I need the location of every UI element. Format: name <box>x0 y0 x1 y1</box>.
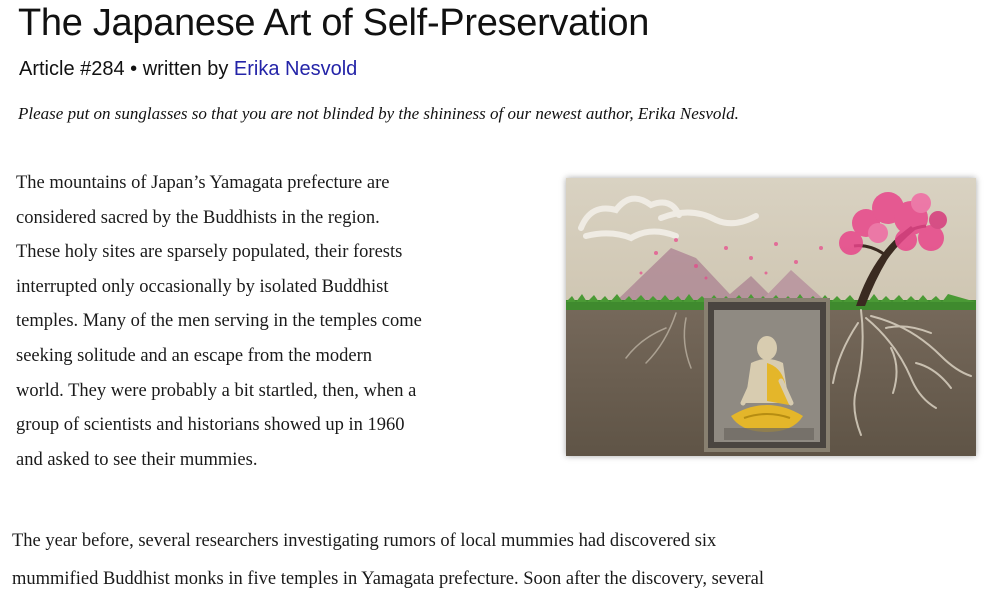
paragraph-line: seeking solitude and an escape from the modern <box>16 345 373 366</box>
article-title: The Japanese Art of Self-Preservation <box>18 2 650 44</box>
paragraph-line: temples. Many of the men serving in the temples come <box>16 311 422 332</box>
paragraph-line: considered sacred by the Buddhists in the region. <box>16 207 380 228</box>
byline-prefix: Article #284 • written by <box>19 58 234 80</box>
byline <box>19 58 357 81</box>
paragraph-line: These holy sites are sparsely populated, their forests <box>16 242 403 263</box>
paragraph-2 <box>12 522 992 598</box>
paragraph-line: The mountains of Japan’s Yamagata prefecture are <box>16 173 390 193</box>
paragraph-line: world. They were probably a bit startled, then, when a <box>16 380 417 401</box>
intro-note: Please put on sunglasses so that you are not blinded by the shininess of our newest author, Erika Nesvold. <box>18 104 739 123</box>
paragraph-line: interrupted only occasionally by isolated Buddhist <box>16 276 389 297</box>
author-link[interactable]: Erika Nesvold <box>233 58 358 80</box>
mummified-monk-illustration <box>566 178 976 456</box>
paragraph-line: and asked to see their mummies. <box>16 449 258 470</box>
paragraph-line: group of scientists and historians showed up in 1960 <box>16 415 405 436</box>
paragraph-line: The year before, several researchers investigating rumors of local mummies had discovered six <box>12 531 717 551</box>
paragraph-1 <box>16 166 556 477</box>
paragraph-line: mummified Buddhist monks in five temples in Yamagata prefecture. Soon after the discovery, several <box>12 569 764 589</box>
